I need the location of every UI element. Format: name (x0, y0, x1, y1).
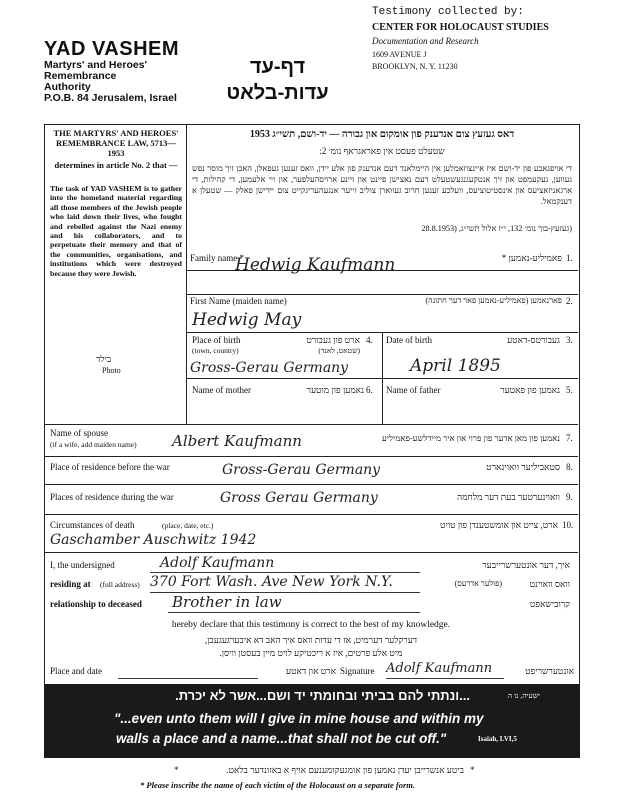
place-of-birth-value: Gross-Gerau Germany (190, 360, 349, 376)
residing-at-label: residing at (50, 579, 91, 589)
place-date-label: Place and date (50, 666, 102, 676)
yiddish-law-body: די אויפגאבע פון יד-ושם איז איינצוזאמלען אין היימלאנד דעם אנדענק פון אלע יידן, וואס זענען געפאלן, האבן זיך מוסר נפש געווען, געקעמפט און זיך אנטקעגנגעשטעלט דעם נאצישן פיינט און זיינע ארויסהעלפער, און זיי אלעמען, די קהילות, די ארגאניזאציעס און אינסטיטוציעס, וועלכע זענען חרוב געווארן צוליב זייער אנגעהעריגקייט צום יידישן פאלק — שטעלן א דענקמאל. (192, 164, 572, 206)
relationship-label-hebrew: קרובישאפט (529, 599, 570, 609)
footer-asterisk-1: * (174, 765, 179, 775)
brand-title: YAD VASHEM (44, 38, 180, 60)
father-name-label-hebrew: נאמען פון פאטער (500, 385, 560, 395)
collector-address-1: 1609 AVENUE J (372, 50, 427, 59)
field-number-2: 2. (566, 296, 573, 306)
collector-org: CENTER FOR HOLOCAUST STUDIES (372, 22, 549, 33)
hebrew-title-2: עדות-בלאט (226, 82, 329, 104)
spouse-name-label: Name of spouse (50, 428, 108, 438)
footer-english-text: Please inscribe the name of each victim of the Holocaust on a separate form. (146, 780, 416, 790)
signature-value: Adolf Kaufmann (386, 661, 493, 676)
residence-during-war-value: Gross Gerau Germany (220, 490, 378, 506)
yiddish-law-title: דאס געזעץ צום אנדענק פון אומקום און גבורה — יד-ושם, תשי״ג 1953 (249, 129, 515, 140)
place-of-birth-label-hebrew: ארט פון געבורט (306, 335, 360, 345)
death-circumstances-label-hebrew: ארט, צייט און אומשטענדן פון טויט (440, 520, 558, 530)
residing-at-sublabel-hebrew: (פולער אדרעס) (454, 579, 502, 588)
residence-during-war-label-hebrew: וואוינערטער בעת דער מלחמה (457, 492, 560, 502)
brand-line-2: Remembrance (44, 70, 117, 82)
footer-english (140, 780, 415, 790)
testimony-collected-by: Testimony collected by: (372, 6, 524, 18)
footer-asterisk-en: * (140, 780, 147, 790)
banner-reference: Isaiah, LVI,5 (478, 735, 517, 743)
relationship-label: relationship to deceased (50, 599, 142, 609)
photo-label: Photo (102, 366, 121, 375)
hebrew-title-1: דף-עד (249, 56, 306, 78)
declaration-text: hereby declare that this testimony is correct to the best of my knowledge. (171, 620, 451, 630)
residence-during-war-label: Places of residence during the war (50, 492, 174, 502)
residing-at-value: 370 Fort Wash. Ave New York N.Y. (150, 574, 393, 590)
brand-address: P.O.B. 84 Jerusalem, Israel (44, 92, 177, 104)
father-name-label: Name of father (386, 385, 441, 395)
field-number-10: 10. (562, 520, 574, 530)
collector-address-2: BROOKLYN, N. Y. 11230 (372, 62, 458, 71)
brand-line-1: Martyrs' and Heroes' (44, 59, 148, 71)
signature-label: Signature (340, 666, 375, 676)
undersigned-value: Adolf Kaufmann (160, 555, 275, 571)
banner-quote-line-2: walls a place and a name...that shall not be cut off." (116, 731, 447, 746)
brand-line-3: Authority (44, 81, 91, 93)
declaration-hebrew-2: מיט אלע פרטים, איז א ריכטיקע לויט מיין בעסטן וויסן. (219, 648, 403, 658)
family-name-label-hebrew: פאמיליע-נאמען * (501, 253, 562, 263)
law-title: THE MARTYRS' AND HEROES' REMEMBRANCE LAW, 5713—1953 (53, 128, 179, 158)
declaration-hebrew-1: דערקלער דערמיט, אז די עדות וואס איך האב דא איבערגעגעבן, (204, 635, 418, 645)
field-number-1: 1. (566, 253, 573, 263)
spouse-name-sublabel: (if a wife, add maiden name) (50, 440, 137, 449)
relationship-value: Brother in law (172, 593, 282, 611)
first-name-label: First Name (maiden name) (190, 296, 287, 306)
residing-at-sublabel: (full address) (100, 580, 140, 589)
date-of-birth-value: April 1895 (410, 356, 501, 376)
banner-quote-line-1: "...even unto them will I give in mine house and within my (114, 711, 484, 726)
date-of-birth-label-hebrew: געבורטס-דאטע (507, 335, 560, 345)
collector-dept: Documentation and Research (372, 36, 479, 46)
field-number-4: 4. (366, 335, 373, 345)
field-number-3: 3. (566, 335, 573, 345)
law-text: The task of YAD VASHEM is to gather into the homeland material regarding all those members of the Jewish people who laid down their lives, who fought and rebelled against the Nazi enemy and his collaborators, and to perpetuate their memory and that of the communities, organisations, and institutions which were destroyed because they were Jewish. (50, 184, 182, 278)
spouse-name-value: Albert Kaufmann (172, 432, 302, 450)
banner-hebrew-quote: ...ונתתי להם בביתי ובחומתי יד ושם...אשר לא יכרת. (175, 688, 470, 703)
field-number-6: 6. (366, 385, 373, 395)
death-circumstances-sublabel: (place, date, etc.) (162, 521, 214, 530)
mother-name-label: Name of mother (192, 385, 251, 395)
law-subtitle: determines in article No. 2 that — (54, 160, 178, 170)
death-circumstances-value: Gaschamber Auschwitz 1942 (50, 532, 257, 548)
yiddish-law-reference: (געזעץ-בוך נומ׳ 132, י״ז אלול תשי״ג, (28.8.1953 (421, 224, 572, 233)
undersigned-label: I, the undersigned (50, 560, 115, 570)
footer-hebrew: ביטע אנשרייבן יעדן נאמען פון אומגעקומענעם אויף א באזונדער בלאט. (226, 765, 464, 775)
first-name-label-hebrew: פארנאמען (פאמיליע-נאמען פאר דער חתונה) (425, 296, 562, 305)
family-name-label: Family name * (190, 253, 244, 263)
undersigned-label-hebrew: איך, דער אונטערשרייבער (482, 560, 570, 570)
place-of-birth-sublabel-hebrew: (שטאט, לאנד) (318, 346, 360, 355)
date-of-birth-label: Date of birth (386, 335, 432, 345)
field-number-9: 9. (566, 492, 573, 502)
banner-hebrew-reference: ישעיה, נו ה (507, 691, 540, 700)
place-of-birth-sublabel: (town, country) (192, 346, 239, 355)
place-date-label-hebrew: ארט און דאטע (285, 666, 336, 676)
residence-before-war-label: Place of residence before the war (50, 462, 170, 472)
photo-label-hebrew: בילד (96, 354, 112, 364)
field-number-7: 7. (566, 433, 573, 443)
yiddish-law-subtitle: שטעלט פעסט אין פאראגראף נומ׳ 2: (319, 146, 445, 156)
field-number-5: 5. (566, 385, 573, 395)
signature-label-hebrew: אונטערשריפט (525, 666, 574, 676)
place-of-birth-label: Place of birth (192, 335, 241, 345)
residence-before-war-label-hebrew: סטאביליער וואוינארט (486, 462, 560, 472)
footer-asterisk-2: * (470, 765, 475, 775)
first-name-value: Hedwig May (192, 310, 302, 330)
field-number-8: 8. (566, 462, 573, 472)
spouse-name-label-hebrew: נאמען פון מאן אדער פון פרוי און איר מיידלשע-פאמיליע (382, 433, 560, 443)
mother-name-label-hebrew: נאמען פון מוטער (306, 385, 364, 395)
residence-before-war-value: Gross-Gerau Germany (222, 462, 381, 478)
death-circumstances-label: Circumstances of death (50, 520, 135, 530)
residing-at-label-hebrew: וואס וואוינט (529, 579, 570, 589)
family-name-value: Hedwig Kaufmann (235, 255, 396, 275)
